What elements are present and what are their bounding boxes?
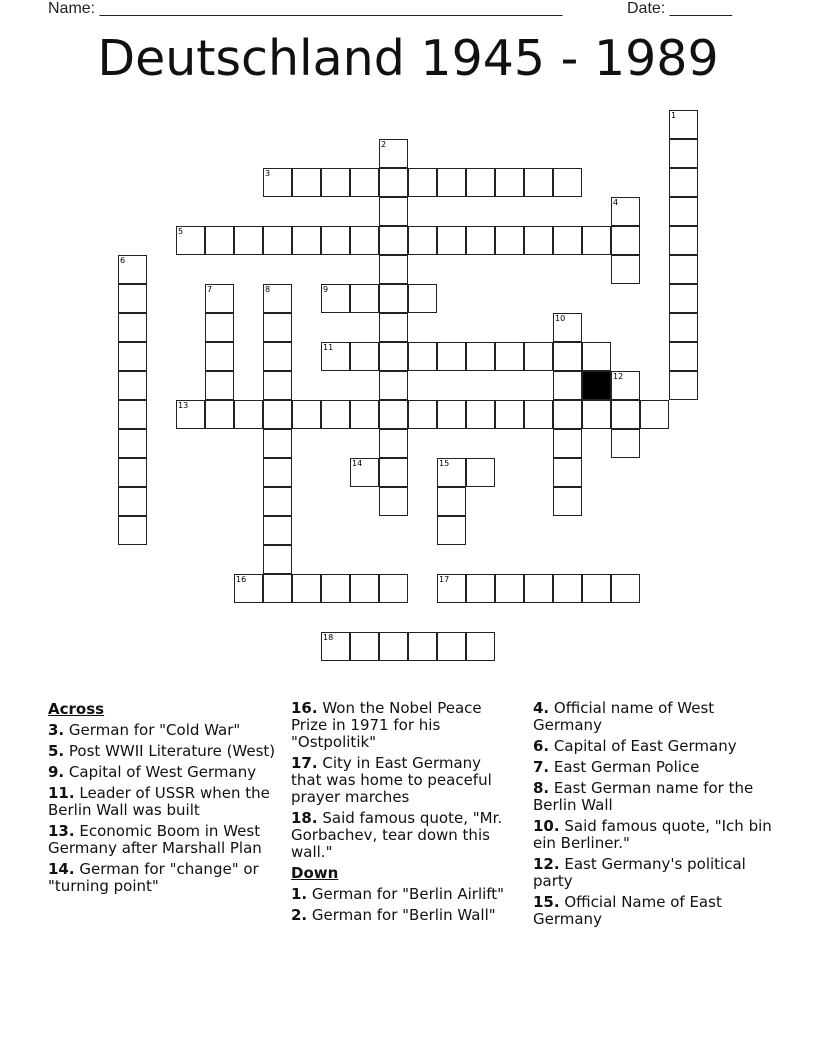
- grid-cell[interactable]: [292, 400, 321, 429]
- grid-cell[interactable]: [263, 400, 292, 429]
- down-heading: Down: [291, 864, 339, 882]
- grid-cell[interactable]: [553, 226, 582, 255]
- grid-cell[interactable]: [350, 400, 379, 429]
- grid-cell[interactable]: [669, 139, 698, 168]
- clue-text: Leader of USSR when the Berlin Wall was built: [48, 784, 270, 819]
- grid-cell[interactable]: [437, 574, 466, 603]
- clue-text: East German Police: [553, 758, 700, 776]
- grid-cell[interactable]: [379, 400, 408, 429]
- clue-number: 1.: [291, 885, 308, 903]
- clue-number: 7.: [533, 758, 550, 776]
- clue-down-2: [291, 907, 516, 924]
- clues-column-3: [533, 700, 773, 932]
- grid-cell[interactable]: [669, 226, 698, 255]
- grid-cell[interactable]: [321, 168, 350, 197]
- grid-cell[interactable]: [118, 458, 147, 487]
- grid-cell[interactable]: [669, 313, 698, 342]
- cell-number: 14: [352, 459, 363, 468]
- clues-column-1: [48, 700, 278, 899]
- grid-cell[interactable]: [118, 255, 147, 284]
- grid-cell[interactable]: [118, 342, 147, 371]
- grid-cell[interactable]: [495, 400, 524, 429]
- grid-cell[interactable]: [379, 487, 408, 516]
- clue-text: German for "change" or "turning point": [48, 860, 259, 895]
- grid-cell[interactable]: [669, 110, 698, 139]
- clue-number: 17.: [291, 754, 318, 772]
- grid-cell[interactable]: [466, 400, 495, 429]
- clue-down-10: [533, 818, 773, 852]
- clue-number: 5.: [48, 742, 65, 760]
- grid-cell[interactable]: [321, 284, 350, 313]
- grid-cell[interactable]: [379, 429, 408, 458]
- grid-cell[interactable]: [437, 400, 466, 429]
- clue-number: 6.: [533, 737, 550, 755]
- grid-cell[interactable]: [118, 371, 147, 400]
- cell-number: 9: [323, 285, 329, 294]
- grid-cell[interactable]: [118, 429, 147, 458]
- clue-text: Official Name of East Germany: [533, 893, 722, 928]
- grid-cell[interactable]: [321, 342, 350, 371]
- grid-cell[interactable]: [379, 371, 408, 400]
- clue-number: 15.: [533, 893, 560, 911]
- grid-cell[interactable]: [263, 545, 292, 574]
- grid-cell[interactable]: [495, 574, 524, 603]
- grid-cell[interactable]: [553, 168, 582, 197]
- grid-cell[interactable]: [495, 342, 524, 371]
- grid-cell[interactable]: [321, 574, 350, 603]
- grid-cell[interactable]: [205, 371, 234, 400]
- cell-number: 12: [613, 372, 624, 381]
- grid-cell[interactable]: [524, 226, 553, 255]
- clue-number: 11.: [48, 784, 75, 802]
- grid-cell[interactable]: [292, 226, 321, 255]
- grid-cell[interactable]: [263, 342, 292, 371]
- clue-down-6: [533, 738, 773, 755]
- grid-cell[interactable]: [553, 458, 582, 487]
- grid-cell[interactable]: [408, 284, 437, 313]
- grid-cell[interactable]: [379, 458, 408, 487]
- clue-number: 12.: [533, 855, 560, 873]
- grid-cell[interactable]: [292, 574, 321, 603]
- clue-across-11: [48, 785, 278, 819]
- cell-number: 2: [381, 140, 387, 149]
- grid-cell[interactable]: [582, 400, 611, 429]
- grid-cell[interactable]: [553, 429, 582, 458]
- grid-cell[interactable]: [205, 226, 234, 255]
- grid-cell[interactable]: [118, 313, 147, 342]
- grid-cell[interactable]: [669, 284, 698, 313]
- grid-cell[interactable]: [437, 342, 466, 371]
- clue-down-15: [533, 894, 773, 928]
- grid-cell[interactable]: [205, 400, 234, 429]
- clue-text: German for "Cold War": [68, 721, 241, 739]
- grid-cell[interactable]: [350, 458, 379, 487]
- cell-number: 13: [178, 401, 189, 410]
- grid-cell[interactable]: [234, 574, 263, 603]
- clue-number: 9.: [48, 763, 65, 781]
- clue-text: Post WWII Literature (West): [68, 742, 276, 760]
- grid-cell[interactable]: [524, 168, 553, 197]
- grid-cell[interactable]: [263, 458, 292, 487]
- cell-number: 5: [178, 227, 184, 236]
- clue-down-12: [533, 856, 773, 890]
- grid-cell[interactable]: [350, 226, 379, 255]
- clue-across-17: [291, 755, 516, 806]
- cell-number: 17: [439, 575, 450, 584]
- grid-cell[interactable]: [611, 226, 640, 255]
- grid-cell[interactable]: [466, 168, 495, 197]
- grid-cell[interactable]: [234, 400, 263, 429]
- clue-down-1: [291, 886, 516, 903]
- grid-cell[interactable]: [524, 342, 553, 371]
- grid-cell[interactable]: [176, 400, 205, 429]
- cell-number: 1: [671, 111, 677, 120]
- grid-cell[interactable]: [263, 487, 292, 516]
- grid-cell[interactable]: [350, 342, 379, 371]
- grid-cell[interactable]: [669, 342, 698, 371]
- grid-cell[interactable]: [437, 226, 466, 255]
- clue-text: Capital of West Germany: [68, 763, 257, 781]
- grid-cell[interactable]: [350, 168, 379, 197]
- cell-number: 16: [236, 575, 247, 584]
- grid-cell[interactable]: [350, 284, 379, 313]
- grid-cell[interactable]: [379, 342, 408, 371]
- grid-cell[interactable]: [379, 632, 408, 661]
- clue-across-3: [48, 722, 278, 739]
- grid-cell[interactable]: [350, 632, 379, 661]
- grid-cell[interactable]: [495, 226, 524, 255]
- grid-cell[interactable]: [379, 139, 408, 168]
- grid-cell[interactable]: [553, 400, 582, 429]
- grid-cell[interactable]: [263, 516, 292, 545]
- page-title: Deutschland 1945 - 1989: [97, 30, 719, 87]
- clue-number: 14.: [48, 860, 75, 878]
- grid-cell[interactable]: [263, 429, 292, 458]
- grid-cell[interactable]: [205, 342, 234, 371]
- grid-cell[interactable]: [437, 487, 466, 516]
- grid-cell[interactable]: [553, 487, 582, 516]
- grid-cell[interactable]: [321, 226, 350, 255]
- grid-cell[interactable]: [408, 226, 437, 255]
- grid-cell[interactable]: [553, 313, 582, 342]
- grid-cell[interactable]: [466, 226, 495, 255]
- grid-cell[interactable]: [379, 574, 408, 603]
- cell-number: 18: [323, 633, 334, 642]
- across-heading: Across: [48, 700, 105, 718]
- grid-cell[interactable]: [379, 197, 408, 226]
- clue-down-7: [533, 759, 773, 776]
- grid-cell[interactable]: [350, 574, 379, 603]
- grid-cell[interactable]: [118, 400, 147, 429]
- grid-cell[interactable]: [408, 168, 437, 197]
- clue-down-4: [533, 700, 773, 734]
- grid-cell[interactable]: [553, 371, 582, 400]
- clue-text: German for "Berlin Wall": [311, 906, 496, 924]
- clue-across-13: [48, 823, 278, 857]
- grid-cell[interactable]: [669, 255, 698, 284]
- clue-across-5: [48, 743, 278, 760]
- grid-cell[interactable]: [408, 342, 437, 371]
- grid-cell[interactable]: [263, 313, 292, 342]
- grid-cell[interactable]: [437, 632, 466, 661]
- clue-number: 18.: [291, 809, 318, 827]
- clue-number: 10.: [533, 817, 560, 835]
- grid-cell[interactable]: [524, 574, 553, 603]
- grid-cell[interactable]: [553, 342, 582, 371]
- grid-cell[interactable]: [379, 226, 408, 255]
- grid-cell[interactable]: [466, 574, 495, 603]
- grid-cell[interactable]: [495, 168, 524, 197]
- cell-number: 4: [613, 198, 619, 207]
- clue-number: 4.: [533, 699, 550, 717]
- grid-cell[interactable]: [611, 371, 640, 400]
- grid-cell[interactable]: [524, 400, 553, 429]
- clue-text: City in East Germany that was home to peaceful prayer marches: [291, 754, 492, 806]
- clue-number: 3.: [48, 721, 65, 739]
- clue-number: 2.: [291, 906, 308, 924]
- clue-across-16: [291, 700, 516, 751]
- grid-cell[interactable]: [263, 284, 292, 313]
- grid-cell[interactable]: [466, 342, 495, 371]
- grid-cell[interactable]: [640, 400, 669, 429]
- grid-cell[interactable]: [379, 255, 408, 284]
- cell-number: 15: [439, 459, 450, 468]
- clue-text: East German name for the Berlin Wall: [533, 779, 754, 814]
- clue-text: Official name of West Germany: [533, 699, 715, 734]
- clue-across-9: [48, 764, 278, 781]
- grid-cell[interactable]: [292, 168, 321, 197]
- grid-cell[interactable]: [379, 284, 408, 313]
- grid-cell[interactable]: [321, 632, 350, 661]
- grid-cell[interactable]: [379, 168, 408, 197]
- clue-down-8: [533, 780, 773, 814]
- name-field-label: Name: ____________________________________________________: [48, 0, 563, 17]
- grid-cell[interactable]: [176, 226, 205, 255]
- grid-cell[interactable]: [408, 400, 437, 429]
- grid-cell[interactable]: [582, 342, 611, 371]
- grid-cell[interactable]: [234, 226, 263, 255]
- grid-cell[interactable]: [263, 574, 292, 603]
- grid-cell[interactable]: [611, 400, 640, 429]
- clue-text: Economic Boom in West Germany after Marshall Plan: [48, 822, 262, 857]
- grid-block: [582, 371, 611, 400]
- grid-cell[interactable]: [669, 371, 698, 400]
- cell-number: 6: [120, 256, 126, 265]
- grid-cell[interactable]: [553, 574, 582, 603]
- cell-number: 11: [323, 343, 334, 352]
- clues-column-2: [291, 700, 516, 928]
- clue-number: 8.: [533, 779, 550, 797]
- grid-cell[interactable]: [466, 458, 495, 487]
- grid-cell[interactable]: [118, 516, 147, 545]
- grid-cell[interactable]: [611, 429, 640, 458]
- grid-cell[interactable]: [669, 197, 698, 226]
- clue-text: German for "Berlin Airlift": [311, 885, 505, 903]
- grid-cell[interactable]: [669, 168, 698, 197]
- grid-cell[interactable]: [118, 284, 147, 313]
- clue-across-14: [48, 861, 278, 895]
- cell-number: 8: [265, 285, 271, 294]
- grid-cell[interactable]: [205, 313, 234, 342]
- cell-number: 7: [207, 285, 213, 294]
- grid-cell[interactable]: [611, 574, 640, 603]
- clue-number: 13.: [48, 822, 75, 840]
- clue-number: 16.: [291, 699, 318, 717]
- grid-cell[interactable]: [437, 458, 466, 487]
- grid-cell[interactable]: [437, 516, 466, 545]
- clue-text: Said famous quote, "Ich bin ein Berliner.": [533, 817, 772, 852]
- grid-cell[interactable]: [263, 226, 292, 255]
- grid-cell[interactable]: [321, 400, 350, 429]
- date-field-label: Date: _______: [627, 0, 732, 17]
- grid-cell[interactable]: [466, 632, 495, 661]
- clue-text: East Germany's political party: [533, 855, 746, 890]
- cell-number: 3: [265, 169, 271, 178]
- clue-text: Said famous quote, "Mr. Gorbachev, tear down this wall.": [291, 809, 503, 861]
- grid-cell[interactable]: [582, 226, 611, 255]
- grid-cell[interactable]: [611, 255, 640, 284]
- grid-cell[interactable]: [408, 632, 437, 661]
- grid-cell[interactable]: [582, 574, 611, 603]
- cell-number: 10: [555, 314, 566, 323]
- clue-text: Won the Nobel Peace Prize in 1971 for his "Ostpolitik": [291, 699, 482, 751]
- grid-cell[interactable]: [611, 197, 640, 226]
- grid-cell[interactable]: [118, 487, 147, 516]
- grid-cell[interactable]: [263, 168, 292, 197]
- grid-cell[interactable]: [263, 371, 292, 400]
- grid-cell[interactable]: [437, 168, 466, 197]
- clue-across-18: [291, 810, 516, 861]
- grid-cell[interactable]: [205, 284, 234, 313]
- grid-cell[interactable]: [379, 313, 408, 342]
- clue-text: Capital of East Germany: [553, 737, 737, 755]
